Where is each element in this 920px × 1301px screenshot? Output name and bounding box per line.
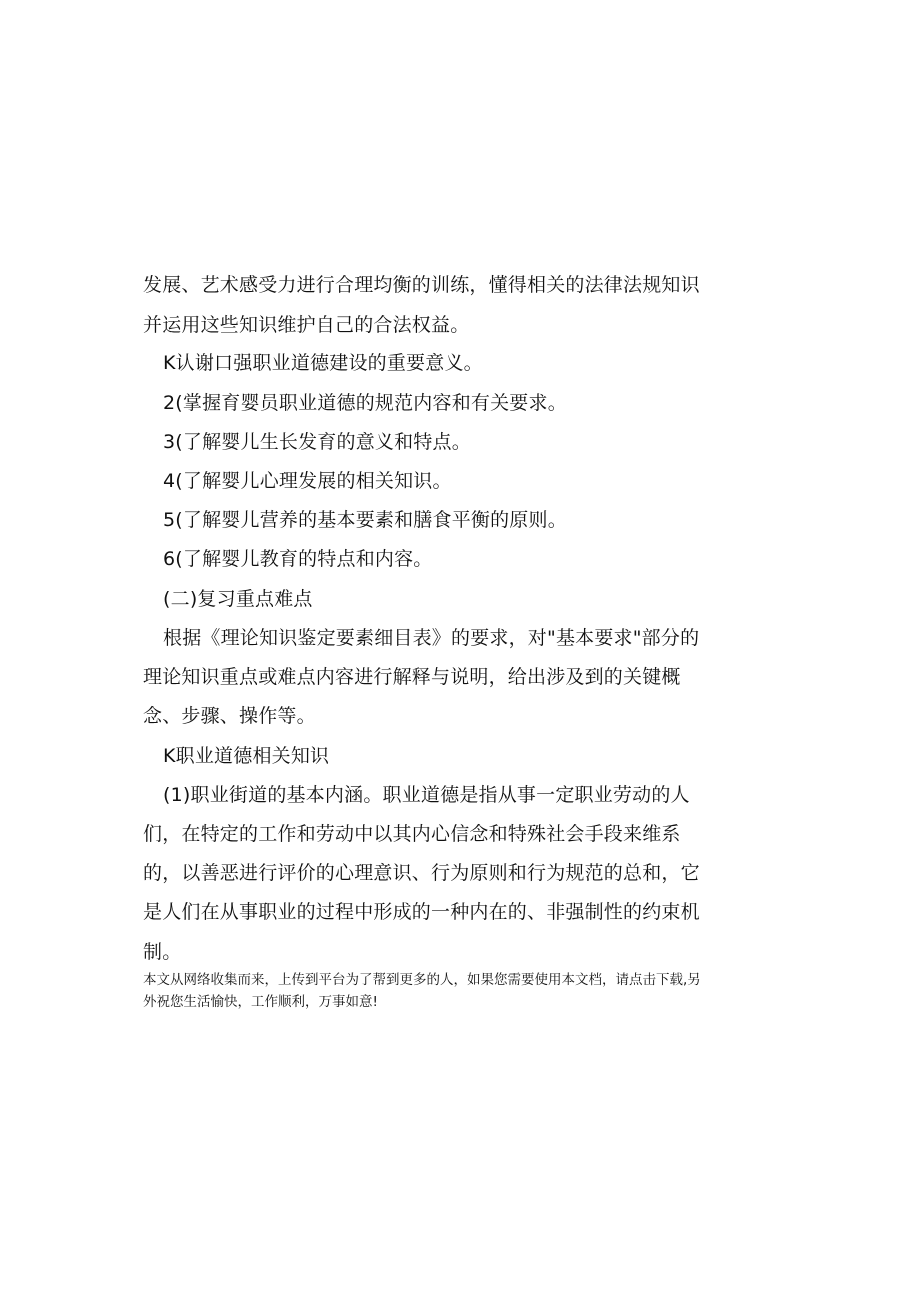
paragraph-line: 制。 [143,941,182,963]
list-item: K认谢口强职业道德建设的重要意义。 [163,352,483,374]
paragraph-line: 理论知识重点或难点内容进行解释与说明，给出涉及到的关键概 [143,666,681,688]
paragraph-line: 们，在特定的工作和劳动中以其内心信念和特殊社会手段来维系 [143,823,681,845]
paragraph-line: 发展、艺术感受力进行合理均衡的训练，懂得相关的法律法规知识 [143,274,700,296]
footer-note-line: 外祝您生活愉快，工作顺利，万事如意! [143,994,378,1010]
list-item: 4(了解婴儿心理发展的相关知识。 [163,470,452,492]
footer-note-line: 本文从网络收集而来，上传到平台为了帮到更多的人，如果您需要使用本文档，请点击下载,另 [143,972,701,988]
list-item: 6(了解婴儿教育的特点和内容。 [163,548,433,570]
paragraph-line: 并运用这些知识维护自己的合法权益。 [143,314,470,336]
paragraph-line: 是人们在从事职业的过程中形成的一种内在的、非强制性的约束机 [143,901,700,923]
section-heading: (二)复习重点难点 [163,588,313,610]
paragraph-line: (1)职业街道的基本内涵。职业道德是指从事一定职业劳动的人 [163,784,690,806]
list-item: 3(了解婴儿生长发育的意义和特点。 [163,431,471,453]
subsection-heading: K职业道德相关知识 [163,745,330,767]
paragraph-line: 的，以善恶进行评价的心理意识、行为原则和行为规范的总和，它 [143,862,700,884]
paragraph-line: 念、步骤、操作等。 [143,705,316,727]
paragraph-line: 根据《理论知识鉴定要素细目表》的要求，对"基本要求"部分的 [163,627,700,649]
list-item: 5(了解婴儿营养的基本要素和膳食平衡的原则。 [163,509,567,531]
list-item: 2(掌握育婴员职业道德的规范内容和有关要求。 [163,392,567,414]
